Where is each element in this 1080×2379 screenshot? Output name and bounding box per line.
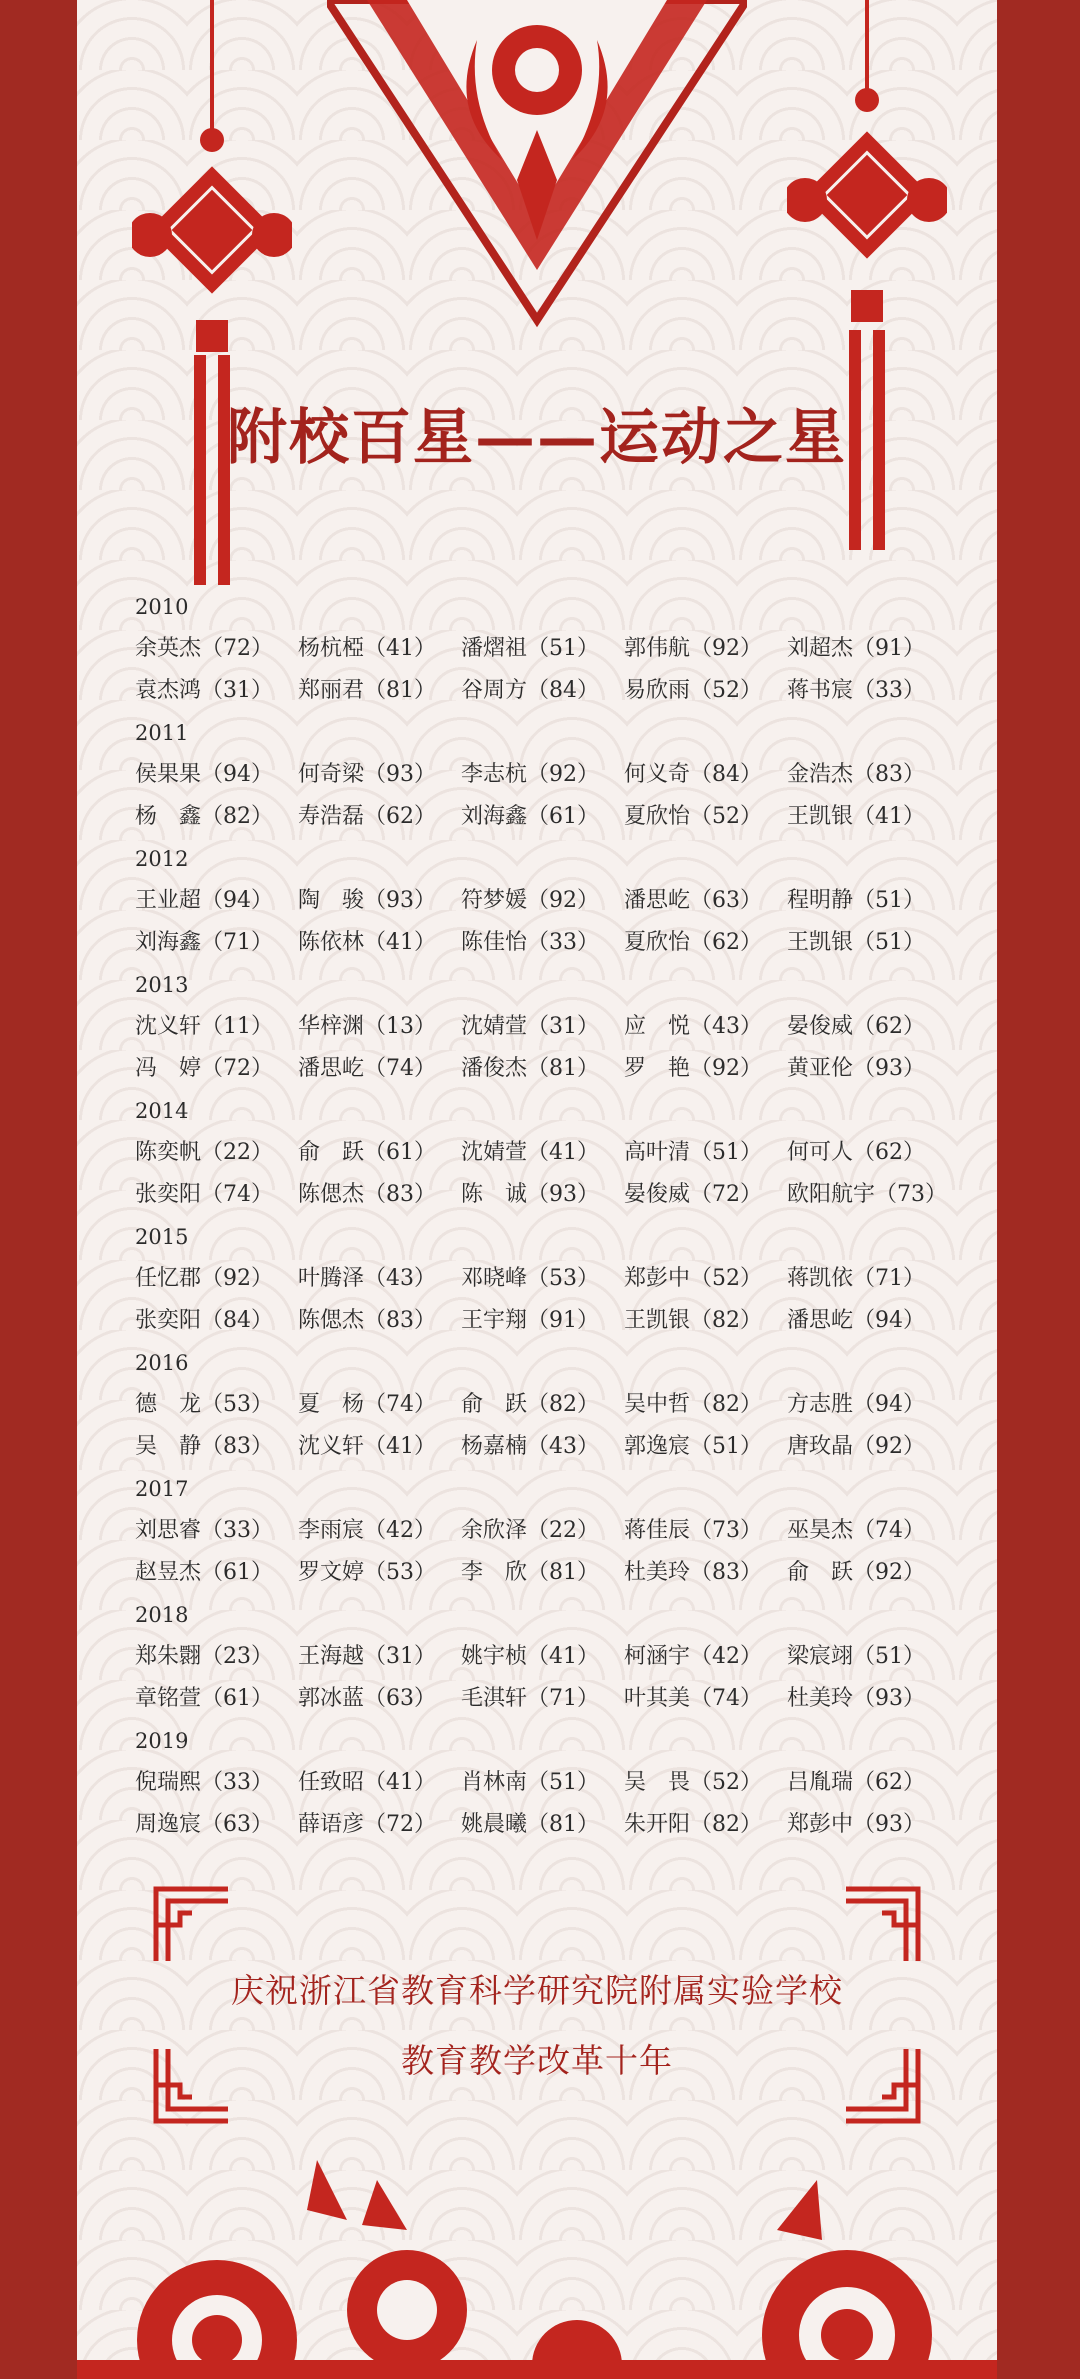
student-entry: 吴中哲（82） — [624, 1392, 762, 1417]
student-entry: 陈依林（41） — [298, 930, 436, 955]
student-entry: 程明静（51） — [787, 888, 925, 913]
student-entry: 余欣泽（22） — [461, 1518, 599, 1543]
student-entry: 黄亚伦（93） — [787, 1056, 925, 1081]
student-entry: 夏 杨（74） — [298, 1392, 436, 1417]
student-entry: 沈婧萱（41） — [461, 1140, 599, 1165]
student-entry: 吴 静（83） — [135, 1434, 273, 1459]
student-entry: 谷周方（84） — [461, 678, 599, 703]
student-entry: 章铭萱（61） — [135, 1686, 273, 1711]
student-entry: 薛语彦（72） — [298, 1812, 436, 1837]
student-entry: 肖林南（51） — [461, 1770, 599, 1795]
student-entry: 王凯银（41） — [787, 804, 925, 829]
name-row — [135, 922, 995, 964]
name-row — [135, 1048, 995, 1090]
student-entry: 方志胜（94） — [787, 1392, 925, 1417]
chinese-knot-right-icon — [787, 0, 947, 560]
student-entry: 德 龙（53） — [135, 1392, 273, 1417]
year-heading: 2014 — [135, 1099, 189, 1123]
name-row — [135, 1636, 995, 1678]
name-row — [135, 1510, 995, 1552]
year-heading: 2015 — [135, 1225, 189, 1249]
student-entry: 梁宸翊（51） — [787, 1644, 925, 1669]
student-entry: 周逸宸（63） — [135, 1812, 273, 1837]
student-entry: 何奇梁（93） — [298, 762, 436, 787]
year-heading: 2017 — [135, 1477, 189, 1501]
student-entry: 寿浩磊（62） — [298, 804, 436, 829]
student-entry: 杜美玲（83） — [624, 1560, 762, 1585]
student-entry: 夏欣怡（62） — [624, 930, 762, 955]
student-entry: 陈 诚（93） — [461, 1182, 599, 1207]
student-entry: 沈义轩（11） — [135, 1014, 273, 1039]
student-entry: 柯涵宇（42） — [624, 1644, 762, 1669]
year-heading: 2012 — [135, 847, 189, 871]
student-entry: 王宇翔（91） — [461, 1308, 599, 1333]
student-entry: 陈奕帆（22） — [135, 1140, 273, 1165]
name-row — [135, 1762, 995, 1804]
student-entry: 符梦媛（92） — [461, 888, 599, 913]
student-entry: 郭逸宸（51） — [624, 1434, 762, 1459]
student-entry: 刘思睿（33） — [135, 1518, 273, 1543]
student-entry: 陈偲杰（83） — [298, 1182, 436, 1207]
year-heading: 2019 — [135, 1729, 189, 1753]
student-entry: 潘思屹（63） — [624, 888, 762, 913]
student-entry: 王业超（94） — [135, 888, 273, 913]
student-entry: 郑彭中（93） — [787, 1812, 925, 1837]
student-entry: 任致昭（41） — [298, 1770, 436, 1795]
celebration-banner — [152, 1885, 922, 2125]
student-entry: 刘海鑫（71） — [135, 930, 273, 955]
student-entry: 朱开阳（82） — [624, 1812, 762, 1837]
year-heading: 2013 — [135, 973, 189, 997]
student-entry: 沈婧萱（31） — [461, 1014, 599, 1039]
student-entry: 刘海鑫（61） — [461, 804, 599, 829]
student-entry: 俞 跃（92） — [787, 1560, 925, 1585]
student-entry: 郭冰蓝（63） — [298, 1686, 436, 1711]
name-row — [135, 1300, 995, 1342]
student-entry: 姚宇桢（41） — [461, 1644, 599, 1669]
student-entry: 高叶清（51） — [624, 1140, 762, 1165]
student-entry: 张奕阳（84） — [135, 1308, 273, 1333]
name-row — [135, 880, 995, 922]
name-row — [135, 1552, 995, 1594]
student-entry: 叶腾泽（43） — [298, 1266, 436, 1291]
student-entry: 杜美玲（93） — [787, 1686, 925, 1711]
student-entry: 潘俊杰（81） — [461, 1056, 599, 1081]
name-row — [135, 1384, 995, 1426]
student-entry: 余英杰（72） — [135, 636, 273, 661]
name-row — [135, 796, 995, 838]
student-entry: 巫昊杰（74） — [787, 1518, 925, 1543]
student-entry: 王凯银（51） — [787, 930, 925, 955]
name-row — [135, 1678, 995, 1720]
name-row — [135, 1258, 995, 1300]
name-row — [135, 754, 995, 796]
student-entry: 冯 婷（72） — [135, 1056, 273, 1081]
name-row — [135, 1132, 995, 1174]
student-entry: 罗 艳（92） — [624, 1056, 762, 1081]
student-entry: 李雨宸（42） — [298, 1518, 436, 1543]
student-entry: 俞 跃（61） — [298, 1140, 436, 1165]
student-entry: 晏俊威（62） — [787, 1014, 925, 1039]
student-entry: 晏俊威（72） — [624, 1182, 762, 1207]
student-entry: 欧阳航宇（73） — [787, 1182, 947, 1207]
student-entry: 郑彭中（52） — [624, 1266, 762, 1291]
name-row — [135, 1174, 995, 1216]
student-entry: 夏欣怡（52） — [624, 804, 762, 829]
student-entry: 何义奇（84） — [624, 762, 762, 787]
banner-line-2: 教育教学改革十年 — [401, 2041, 673, 2080]
student-entry: 陈佳怡（33） — [461, 930, 599, 955]
student-entry: 杨杭椏（41） — [298, 636, 436, 661]
corner-frame-top-left — [152, 1885, 232, 1965]
student-entry: 吴 畏（52） — [624, 1770, 762, 1795]
name-row — [135, 670, 995, 712]
banner-line-1: 庆祝浙江省教育科学研究院附属实验学校 — [231, 1971, 843, 2010]
honor-list — [135, 586, 995, 1846]
corner-frame-top-right — [842, 1885, 922, 1965]
student-entry: 倪瑞熙（33） — [135, 1770, 273, 1795]
student-entry: 何可人（62） — [787, 1140, 925, 1165]
papercut-flowers — [77, 2160, 997, 2379]
student-entry: 叶其美（74） — [624, 1686, 762, 1711]
student-entry: 郭伟航（92） — [624, 636, 762, 661]
name-row — [135, 1006, 995, 1048]
student-entry: 潘思屹（74） — [298, 1056, 436, 1081]
student-entry: 潘熠祖（51） — [461, 636, 599, 661]
student-entry: 陈偲杰（83） — [298, 1308, 436, 1333]
student-entry: 郑朱翾（23） — [135, 1644, 273, 1669]
year-heading: 2016 — [135, 1351, 189, 1375]
name-row — [135, 628, 995, 670]
student-entry: 杨 鑫（82） — [135, 804, 273, 829]
student-entry: 蒋佳辰（73） — [624, 1518, 762, 1543]
student-entry: 沈义轩（41） — [298, 1434, 436, 1459]
student-entry: 陶 骏（93） — [298, 888, 436, 913]
student-entry: 杨嘉楠（43） — [461, 1434, 599, 1459]
student-entry: 易欣雨（52） — [624, 678, 762, 703]
student-entry: 王凯银（82） — [624, 1308, 762, 1333]
student-entry: 郑丽君（81） — [298, 678, 436, 703]
year-heading: 2018 — [135, 1603, 189, 1627]
student-entry: 李 欣（81） — [461, 1560, 599, 1585]
student-entry: 俞 跃（82） — [461, 1392, 599, 1417]
student-entry: 赵昱杰（61） — [135, 1560, 273, 1585]
name-row — [135, 1426, 995, 1468]
student-entry: 姚晨曦（81） — [461, 1812, 599, 1837]
student-entry: 蒋书宸（33） — [787, 678, 925, 703]
student-entry: 吕胤瑞（62） — [787, 1770, 925, 1795]
student-entry: 罗文婷（53） — [298, 1560, 436, 1585]
student-entry: 毛淇轩（71） — [461, 1686, 599, 1711]
student-entry: 刘超杰（91） — [787, 636, 925, 661]
year-heading: 2011 — [135, 721, 189, 745]
student-entry: 袁杰鸿（31） — [135, 678, 273, 703]
student-entry: 应 悦（43） — [624, 1014, 762, 1039]
student-entry: 华梓渊（13） — [298, 1014, 436, 1039]
student-entry: 王海越（31） — [298, 1644, 436, 1669]
student-entry: 侯果果（94） — [135, 762, 273, 787]
student-entry: 任忆郡（92） — [135, 1266, 273, 1291]
page-title: 附校百星——运动之星 — [227, 403, 847, 473]
papercut-ornament — [327, 0, 747, 330]
student-entry: 潘思屹（94） — [787, 1308, 925, 1333]
student-entry: 张奕阳（74） — [135, 1182, 273, 1207]
student-entry: 蒋凯依（71） — [787, 1266, 925, 1291]
student-entry: 唐玫晶（92） — [787, 1434, 925, 1459]
student-entry: 邓晓峰（53） — [461, 1266, 599, 1291]
poster — [77, 0, 997, 2379]
name-row — [135, 1804, 995, 1846]
student-entry: 李志杭（92） — [461, 762, 599, 787]
year-heading: 2010 — [135, 595, 189, 619]
student-entry: 金浩杰（83） — [787, 762, 925, 787]
chinese-knot-left-icon — [132, 0, 292, 590]
